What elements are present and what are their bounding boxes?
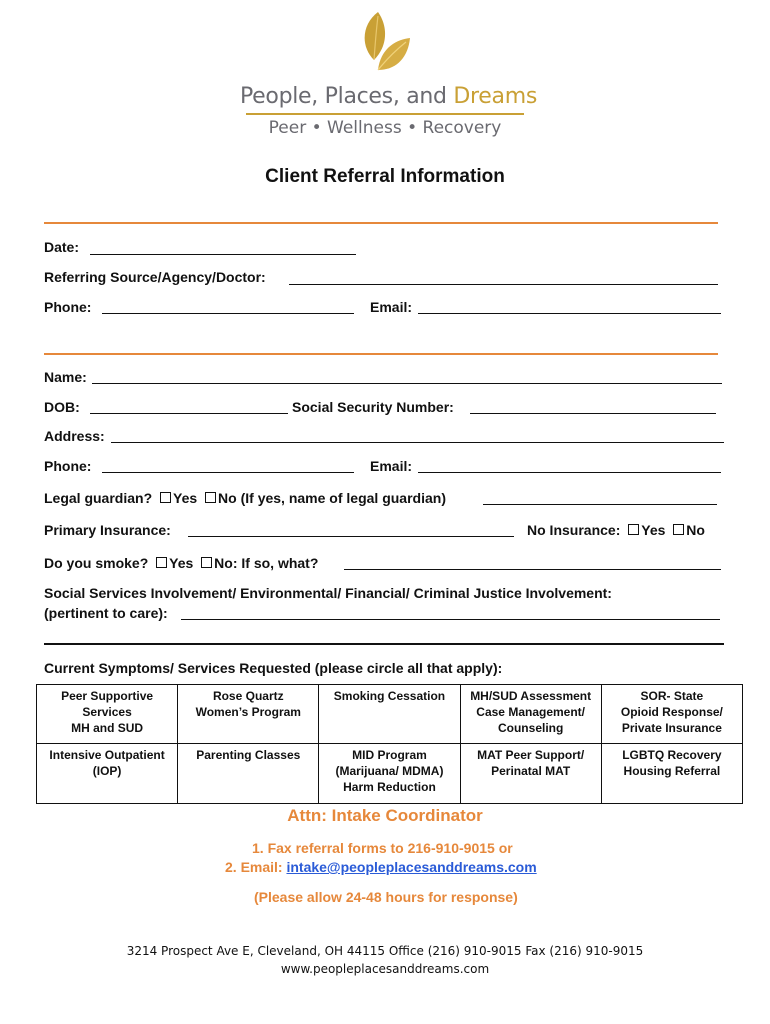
smoke-yes-label: Yes bbox=[169, 555, 194, 571]
address-label: Address: bbox=[44, 428, 105, 444]
services-heading: Current Symptoms/ Services Requested (please circle all that apply): bbox=[44, 660, 503, 676]
no-insurance-yes-checkbox[interactable] bbox=[628, 524, 639, 535]
primary-insurance-label: Primary Insurance: bbox=[44, 522, 171, 538]
guardian-yes-checkbox[interactable] bbox=[160, 492, 171, 503]
referring-source-label: Referring Source/Agency/Doctor: bbox=[44, 269, 266, 285]
service-option[interactable]: Smoking Cessation bbox=[319, 685, 460, 744]
leaf-logo-icon bbox=[348, 8, 428, 88]
social-services-field[interactable] bbox=[181, 619, 720, 620]
intake-email-link[interactable]: intake@peopleplacesanddreams.com bbox=[286, 859, 537, 875]
footer-website[interactable]: www.peopleplacesanddreams.com bbox=[280, 962, 490, 976]
client-phone-label: Phone: bbox=[44, 458, 92, 474]
service-option[interactable]: LGBTQ Recovery Housing Referral bbox=[601, 744, 742, 804]
smoke-no-checkbox[interactable] bbox=[201, 557, 212, 568]
service-option[interactable]: MID Program (Marijuana/ MDMA) Harm Reduction bbox=[319, 744, 460, 804]
referral-email-label: Email: bbox=[370, 299, 413, 315]
section-divider bbox=[44, 222, 718, 224]
service-option[interactable]: Parenting Classes bbox=[178, 744, 319, 804]
guardian-yes-label: Yes bbox=[173, 490, 198, 506]
fax-instruction: 1. Fax referral forms to 216-910-9015 or bbox=[252, 840, 513, 856]
legal-guardian-row bbox=[44, 490, 446, 506]
brand-divider bbox=[246, 113, 524, 115]
client-phone-field[interactable] bbox=[102, 472, 354, 473]
primary-insurance-field[interactable] bbox=[188, 536, 514, 537]
service-option[interactable]: MH/SUD Assessment Case Management/ Counseling bbox=[460, 685, 601, 744]
brand-tagline: Peer • Wellness • Recovery bbox=[268, 118, 502, 138]
no-insurance-no-label: No bbox=[686, 522, 705, 538]
section-divider bbox=[44, 353, 718, 355]
smoke-row bbox=[44, 555, 318, 571]
pertinent-to-care-label: (pertinent to care): bbox=[44, 605, 168, 621]
table-row bbox=[37, 744, 743, 804]
brand-name bbox=[240, 84, 538, 109]
no-insurance-no-checkbox[interactable] bbox=[673, 524, 684, 535]
referring-source-field[interactable] bbox=[289, 284, 718, 285]
no-insurance-yes-label: Yes bbox=[641, 522, 666, 538]
smoke-question: Do you smoke? bbox=[44, 555, 149, 571]
section-divider bbox=[44, 643, 724, 645]
service-option[interactable]: MAT Peer Support/ Perinatal MAT bbox=[460, 744, 601, 804]
service-option[interactable]: Intensive Outpatient (IOP) bbox=[37, 744, 178, 804]
smoke-yes-checkbox[interactable] bbox=[156, 557, 167, 568]
logo bbox=[240, 8, 538, 140]
table-row bbox=[37, 685, 743, 744]
services-table bbox=[36, 684, 743, 804]
address-field[interactable] bbox=[111, 442, 724, 443]
no-insurance-label: No Insurance: bbox=[527, 522, 621, 538]
smoke-no-label: No: If so, what? bbox=[214, 555, 319, 571]
brand-name-accent: Dreams bbox=[453, 84, 538, 109]
legal-guardian-question: Legal guardian? bbox=[44, 490, 153, 506]
no-insurance-row bbox=[527, 522, 705, 538]
client-name-label: Name: bbox=[44, 369, 87, 385]
footer-address: 3214 Prospect Ave E, Cleveland, OH 44115 Office (216) 910-9015 Fax (216) 910-9015 bbox=[126, 944, 644, 958]
client-email-field[interactable] bbox=[418, 472, 721, 473]
service-option[interactable]: Rose Quartz Women’s Program bbox=[178, 685, 319, 744]
guardian-name-field[interactable] bbox=[483, 504, 717, 505]
guardian-no-checkbox[interactable] bbox=[205, 492, 216, 503]
service-option[interactable]: SOR- State Opioid Response/ Private Insurance bbox=[601, 685, 742, 744]
date-field[interactable] bbox=[90, 254, 356, 255]
brand-name-text: People, Places, and bbox=[240, 84, 454, 109]
smoke-what-field[interactable] bbox=[344, 569, 721, 570]
service-option[interactable]: Peer Supportive Services MH and SUD bbox=[37, 685, 178, 744]
email-instruction-prefix: 2. Email: bbox=[225, 859, 287, 875]
client-email-label: Email: bbox=[370, 458, 413, 474]
guardian-no-label: No (If yes, name of legal guardian) bbox=[218, 490, 446, 506]
date-label: Date: bbox=[44, 239, 80, 255]
referral-email-field[interactable] bbox=[418, 313, 721, 314]
client-name-field[interactable] bbox=[92, 383, 722, 384]
dob-label: DOB: bbox=[44, 399, 80, 415]
social-services-label: Social Services Involvement/ Environmental/ Financial/ Criminal Justice Involvement: bbox=[44, 585, 612, 601]
email-instruction bbox=[225, 859, 537, 875]
attn-heading: Attn: Intake Coordinator bbox=[287, 806, 483, 825]
referral-phone-label: Phone: bbox=[44, 299, 92, 315]
referral-phone-field[interactable] bbox=[102, 313, 354, 314]
page-title: Client Referral Information bbox=[265, 166, 505, 187]
dob-field[interactable] bbox=[90, 413, 288, 414]
ssn-label: Social Security Number: bbox=[292, 399, 454, 415]
response-time-note: (Please allow 24-48 hours for response) bbox=[254, 889, 518, 905]
ssn-field[interactable] bbox=[470, 413, 716, 414]
